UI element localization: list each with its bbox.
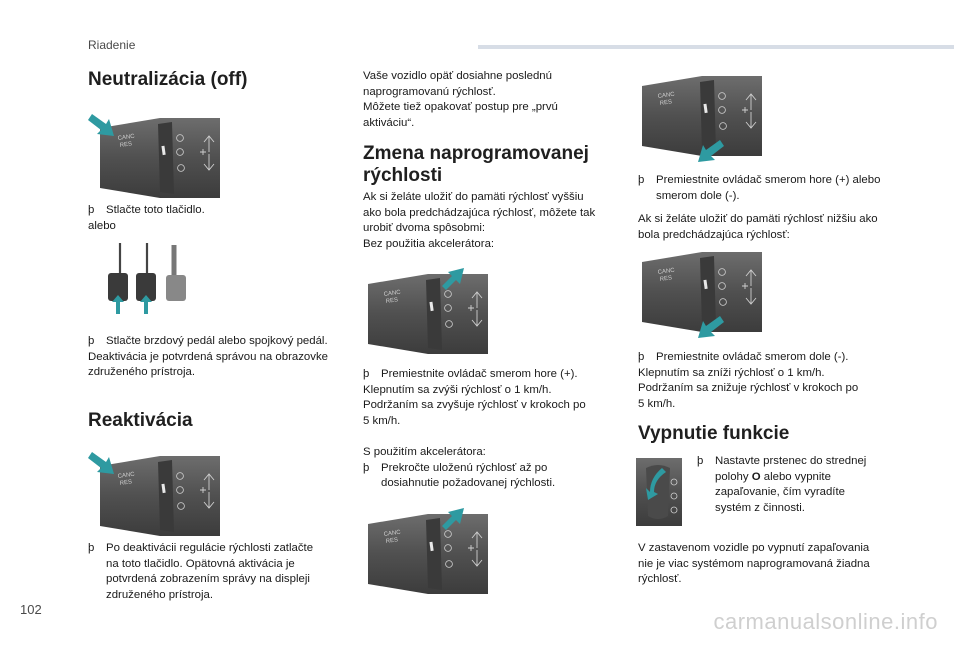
svg-text:CANC: CANC: [383, 289, 402, 298]
svg-text:CANC: CANC: [383, 529, 402, 538]
text-block-stopped: V zastavenom vozidle po vypnutí zapaľovania nie je viac systémom naprogramovaná žiadna rýchlosť.: [638, 542, 870, 586]
ring-figure: [636, 458, 686, 528]
heading-change-speed: Zmena naprogramovanej rýchlosti: [363, 143, 589, 186]
watermark: carmanualsonline.info: [713, 609, 938, 634]
svg-text:CANC: CANC: [117, 471, 136, 480]
svg-text:RES: RES: [385, 297, 399, 305]
lever-figure-up: [362, 262, 502, 357]
arrow-icon: [88, 114, 114, 136]
text-block-decrease: Ak si želáte uložiť do pamäti rýchlosť nižšiu ako bola predchádzajúca rýchlosť:: [638, 213, 878, 241]
svg-text:RES: RES: [119, 141, 133, 149]
svg-text:RES: RES: [659, 99, 673, 107]
arrow-icon: [88, 452, 114, 474]
text-block-increase: Ak si želáte uložiť do pamäti rýchlosť vyššiu ako bola predchádzajúca rýchlosť, môžete tak urobiť dvoma spôsobmi: Bez použitia akcelerátora:: [363, 191, 596, 250]
pedals-figure: [100, 243, 195, 318]
svg-text:CANC: CANC: [117, 133, 136, 142]
heading-reactivation: Reaktivácia: [88, 410, 193, 431]
text-block-move-up-down: þ Premiestnite ovládač smerom hore (+) alebo smerom dole (-).: [638, 174, 881, 202]
lever-figure-res: [86, 448, 226, 538]
lever-figure-cancel: [86, 110, 226, 200]
heading-switch-off: Vypnutie funkcie: [638, 423, 790, 444]
text-block-intro: Vaše vozidlo opäť dosiahne poslednú naprogramovanú rýchlosť. Môžete tiež opakovať postup pre „prvú aktiváciu“.: [363, 70, 558, 129]
text-block-press-pedal: þ Stlačte brzdový pedál alebo spojkový pedál. Deaktivácia je potvrdená správou na obrazovke združeného prístroja.: [88, 335, 328, 379]
svg-text:CANC: CANC: [657, 91, 676, 100]
text-block-move-down: þ Premiestnite ovládač smerom dole (-). Klepnutím sa zníži rýchlosť o 1 km/h. Podržaním sa znižuje rýchlosť v krokoch po 5 km/h.: [638, 351, 859, 410]
text-block-reactivation: þ Po deaktivácii regulácie rýchlosti zatlačte na toto tlačidlo. Opätovná aktivácia je potvrdená zobrazením správy na displeji združeného prístroja.: [88, 542, 314, 601]
text-block-move-up: þ Premiestnite ovládač smerom hore (+). Klepnutím sa zvýši rýchlosť o 1 km/h. Podržaním sa zvyšuje rýchlosť v krokoch po 5 km/h.: [363, 368, 586, 427]
lever-figure-up-down: [636, 72, 776, 167]
svg-text:RES: RES: [385, 537, 399, 545]
section-header: Riadenie: [88, 38, 136, 52]
header-bar: [478, 45, 954, 49]
text-block-ring: þ Nastavte prstenec do strednej polohy O alebo vypnite zapaľovanie, čím vyradíte systém z činnosti.: [697, 455, 867, 514]
svg-text:RES: RES: [659, 275, 673, 283]
page-number: 102: [20, 602, 42, 617]
lever-figure-down: [636, 248, 776, 343]
text-block-accelerator: S použitím akcelerátora: þ Prekročte uloženú rýchlosť až po dosiahnutie požadovanej rýchlosti.: [363, 446, 556, 490]
heading-neutralization: Neutralizácia (off): [88, 69, 248, 90]
svg-text:CANC: CANC: [657, 267, 676, 276]
text-block-press-button: þ Stlačte toto tlačidlo. alebo: [88, 204, 205, 232]
lever-figure-accelerator: [362, 502, 502, 597]
svg-text:RES: RES: [119, 479, 133, 487]
